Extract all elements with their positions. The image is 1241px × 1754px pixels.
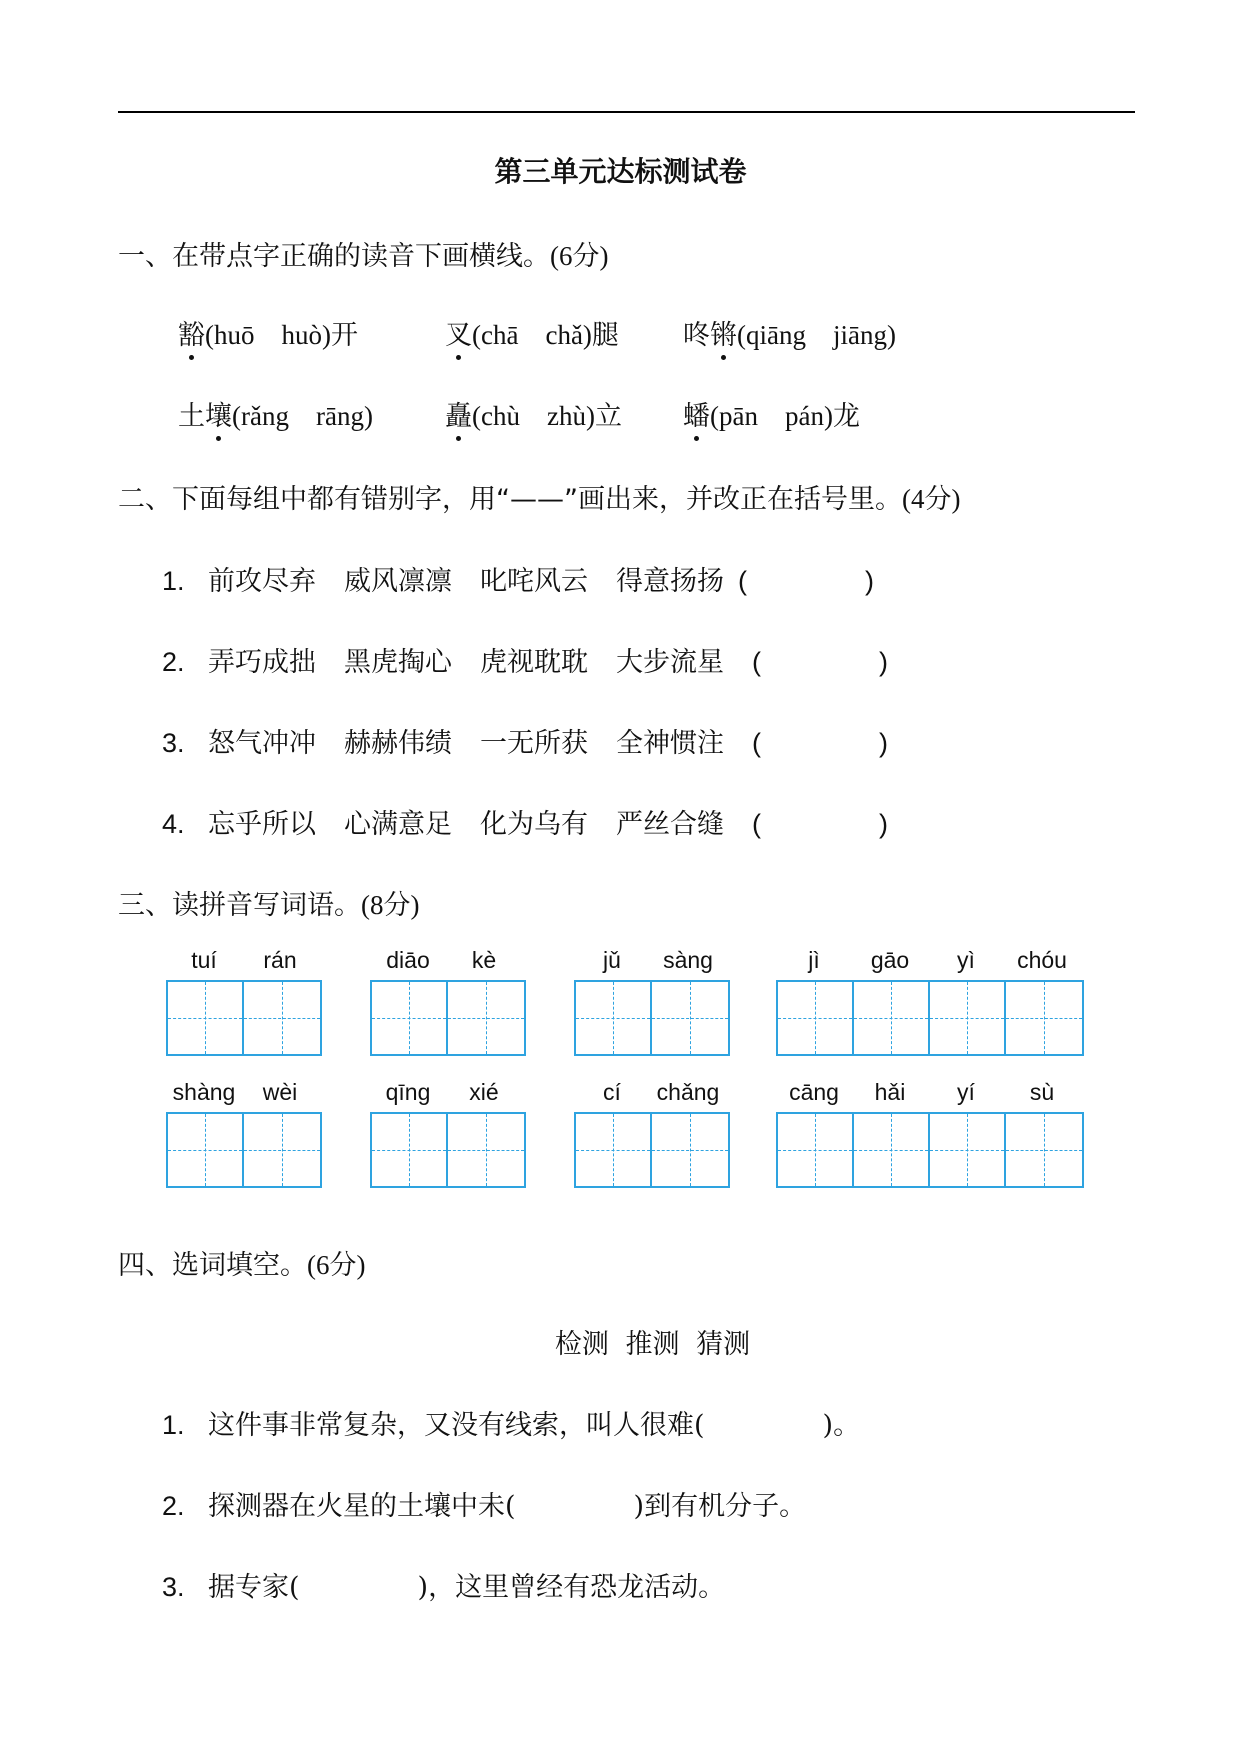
correction-item [162,802,888,841]
dotted-char: 叉 [445,313,472,352]
word: 得意扬扬 [616,566,724,597]
pinyin-label: cāng [789,1079,839,1105]
pinyin-options: (chā chǎ) [472,320,592,350]
word: 严丝合缝 [616,809,724,840]
answer-open-paren: ( [752,647,761,677]
section1-score: (6分) [550,241,609,271]
sentence-after: )，这里曾经有恐龙活动。 [417,1572,726,1603]
grid-cell[interactable] [1006,982,1082,1054]
pinyin-options: (huō huò) [205,320,331,350]
char-suffix: 开 [330,320,358,351]
item-number: 4. [162,809,185,839]
word-choices [0,1322,1241,1361]
word: 弄巧成拙 [208,647,316,678]
char-suffix: 腿 [591,320,619,351]
char-prefix: 咚 [683,320,710,351]
word: 怒气冲冲 [208,728,316,759]
grid-cell[interactable] [854,982,930,1054]
grid-cell[interactable] [652,982,728,1054]
correction-item [162,721,888,760]
dotted-char: 蟠 [683,394,710,433]
grid-cell[interactable] [372,1114,448,1186]
pinyin-label: hǎi [874,1079,906,1105]
writing-grid[interactable] [166,1112,322,1188]
section4-score: (6分) [307,1250,366,1280]
pinyin-label: chǎng [656,1079,720,1105]
grid-cell[interactable] [244,1114,320,1186]
answer-close-paren: ) [879,809,888,839]
top-rule [118,111,1135,113]
pinyin-label: yí [957,1079,975,1105]
char-prefix: 土 [178,401,205,432]
answer-close-paren: ) [865,566,874,596]
phonetic-item [683,313,896,352]
pinyin-label: wèi [262,1079,298,1105]
word: 赫赫伟绩 [344,728,452,759]
item-number: 3. [162,728,185,758]
word: 心满意足 [344,809,452,840]
pinyin-label: gāo [870,947,910,973]
choice-word: 猜测 [696,1329,751,1360]
pinyin-label: jǔ [603,947,621,973]
pinyin-label: sù [1029,1079,1055,1105]
dotted-char: 锵 [710,313,737,352]
section2-score: (4分) [901,484,961,514]
grid-cell[interactable] [854,1114,930,1186]
item-number: 3. [162,1572,185,1602]
pinyin-options: (rǎng rāng) [232,401,373,431]
page-title: 第三单元达标测试卷 [494,155,747,188]
pinyin-label: chóu [1017,947,1067,973]
word: 忘乎所以 [208,809,316,840]
char-suffix: 立 [594,401,622,432]
pinyin-label: sàng [663,947,713,973]
grid-cell[interactable] [576,982,652,1054]
phonetic-item [445,394,622,433]
pinyin-label: shàng [172,1079,236,1105]
section4-heading [118,1243,365,1282]
pinyin-label: xié [469,1079,499,1105]
fill-item [162,1565,725,1604]
pinyin-options: (chù zhù) [472,401,595,431]
item-number: 1. [162,566,185,596]
item-number: 1. [162,1410,185,1440]
answer-close-paren: ) [879,647,888,677]
answer-open-paren: ( [738,566,747,596]
word: 化为乌有 [480,809,588,840]
writing-grid[interactable] [370,980,526,1056]
sentence-before: 据专家( [208,1572,300,1603]
section2-heading-text: 二、下面每组中都有错别字，用“——”画出来，并改正在括号里。 [118,484,902,515]
grid-cell[interactable] [168,982,244,1054]
correction-item [162,559,874,598]
dotted-char: 豁 [178,313,205,352]
pinyin-label: diāo [386,947,430,973]
writing-grid[interactable] [166,980,322,1056]
phonetic-item [445,313,619,352]
fill-item [162,1484,806,1523]
section1-heading-text: 一、在带点字正确的读音下画横线。 [118,241,550,272]
pinyin-label: tuí [191,947,217,973]
sentence-before: 探测器在火星的土壤中未( [208,1491,516,1522]
writing-grid[interactable] [776,1112,1084,1188]
word: 一无所获 [480,728,588,759]
sentence-before: 这件事非常复杂，又没有线索，叫人很难( [208,1410,705,1441]
word: 叱咤风云 [480,566,588,597]
phonetic-item [178,313,358,352]
pinyin-label: yì [957,947,975,973]
word: 虎视耽耽 [480,647,588,678]
section3-score: (8分) [361,890,420,920]
writing-grid[interactable] [574,1112,730,1188]
section3-heading [118,883,419,922]
item-number: 2. [162,647,185,677]
grid-cell[interactable] [372,982,448,1054]
writing-grid[interactable] [776,980,1084,1056]
sentence-after: )到有机分子。 [633,1491,807,1522]
dotted-char: 矗 [445,394,472,433]
section2-heading [118,477,960,516]
grid-cell[interactable] [168,1114,244,1186]
correction-item [162,640,888,679]
grid-cell[interactable] [448,1114,524,1186]
pinyin-options: (qiāng jiāng) [737,320,896,350]
pinyin-label: kè [471,947,497,973]
pinyin-options: (pān pán) [710,401,833,431]
word: 大步流星 [616,647,724,678]
writing-grid[interactable] [574,980,730,1056]
fill-item [162,1403,860,1442]
choice-word: 检测 [554,1329,609,1360]
writing-grid[interactable] [370,1112,526,1188]
pinyin-label: jì [808,947,820,973]
answer-open-paren: ( [752,809,761,839]
grid-cell[interactable] [1006,1114,1082,1186]
grid-cell[interactable] [778,1114,854,1186]
section3-heading-text: 三、读拼音写词语。 [118,890,361,921]
answer-open-paren: ( [752,728,761,758]
word: 威风凛凛 [344,566,452,597]
grid-cell[interactable] [576,1114,652,1186]
pinyin-label: cí [603,1079,621,1105]
section1-heading [118,234,608,273]
answer-close-paren: ) [879,728,888,758]
grid-cell[interactable] [930,982,1006,1054]
grid-cell[interactable] [244,982,320,1054]
char-suffix: 龙 [832,401,860,432]
grid-cell[interactable] [448,982,524,1054]
pinyin-label: rán [263,947,297,973]
grid-cell[interactable] [778,982,854,1054]
dotted-char: 壤 [205,394,232,433]
choice-word: 推测 [625,1329,680,1360]
grid-cell[interactable] [652,1114,728,1186]
word: 前攻尽弃 [208,566,316,597]
word: 全神惯注 [616,728,724,759]
grid-cell[interactable] [930,1114,1006,1186]
section4-heading-text: 四、选词填空。 [118,1250,307,1281]
word: 黑虎掏心 [344,647,452,678]
item-number: 2. [162,1491,185,1521]
phonetic-item [178,394,373,433]
pinyin-label: qīng [385,1079,431,1105]
phonetic-item [683,394,860,433]
sentence-after: )。 [822,1410,861,1441]
